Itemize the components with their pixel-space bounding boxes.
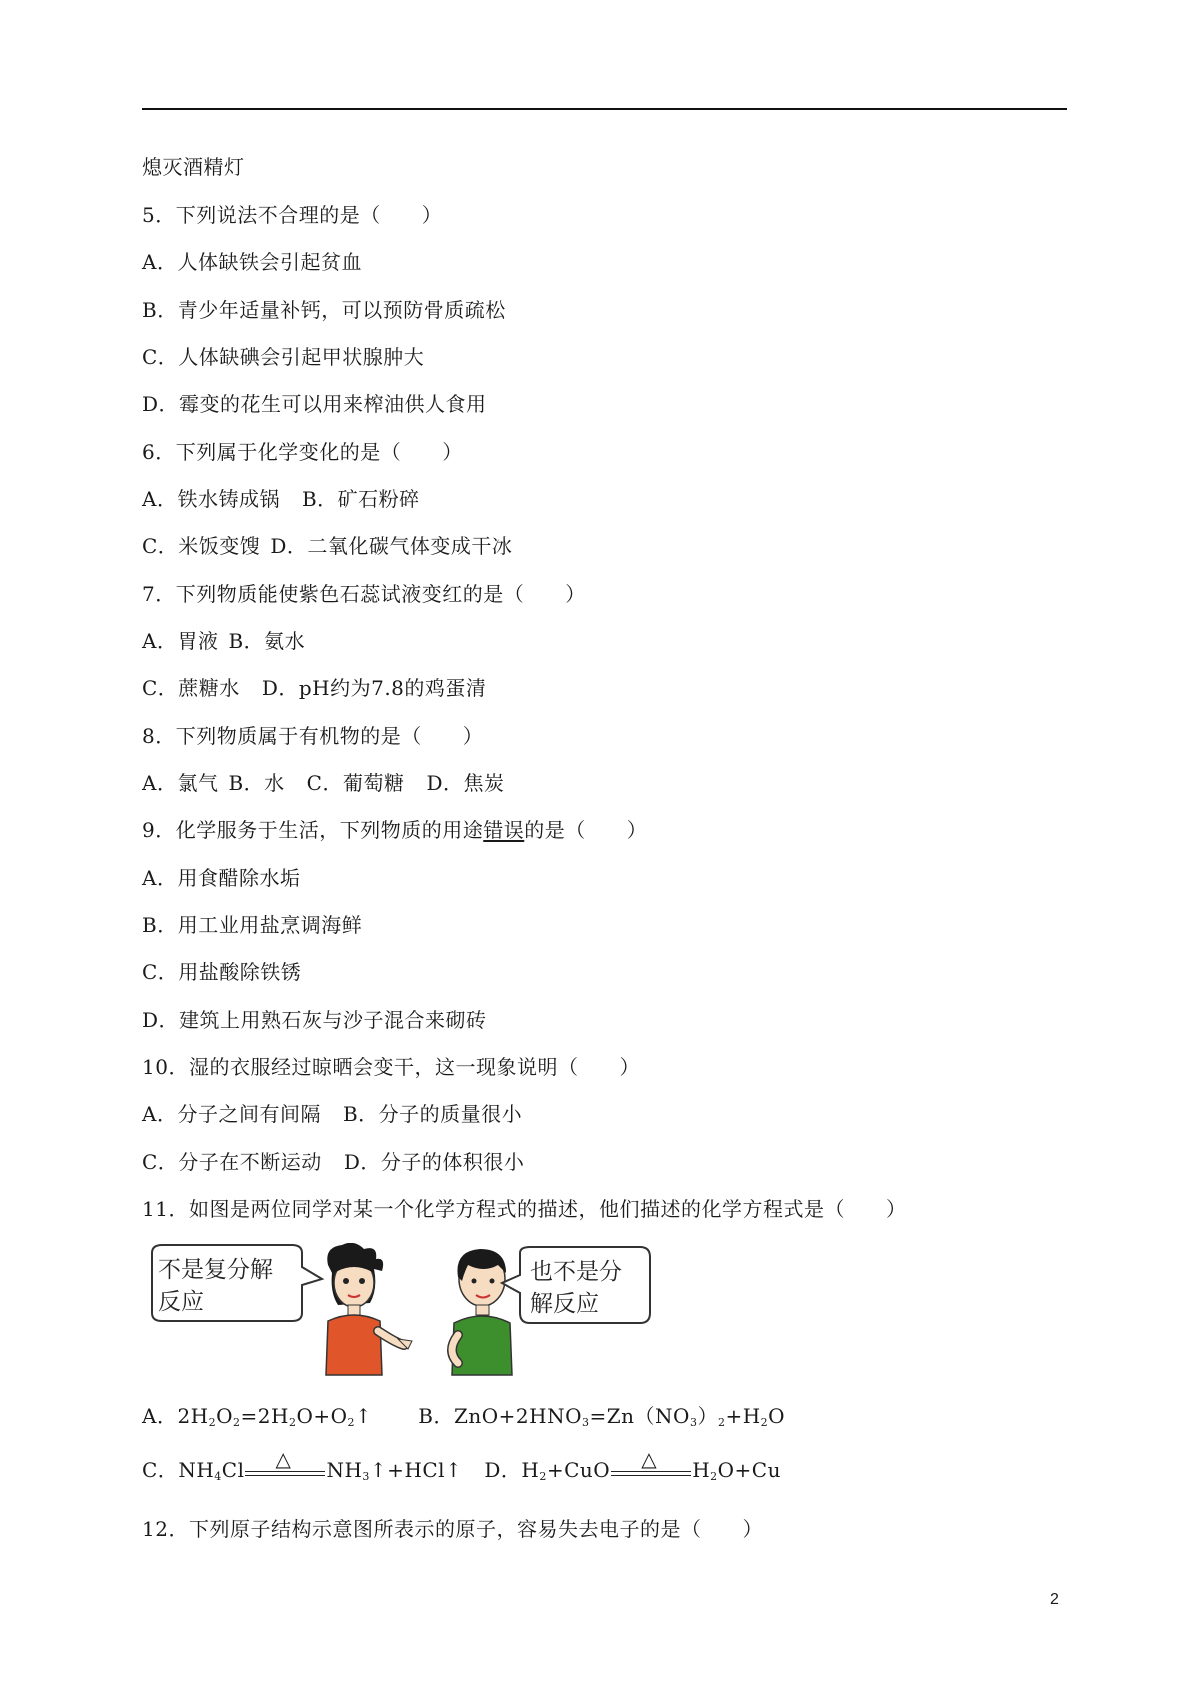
boy-bubble-line-2: 解反应	[530, 1291, 599, 1317]
boy-figure	[452, 1249, 512, 1375]
question-11-options-cd	[142, 1446, 781, 1490]
question-5-option-b: B．青少年适量补钙，可以预防骨质疏松	[142, 298, 506, 322]
heat-condition-symbol	[245, 1446, 325, 1482]
option-b-label: B．	[418, 1404, 454, 1428]
header-rule	[142, 108, 1067, 110]
question-10-option-c: C．分子在不断运动	[142, 1150, 322, 1174]
question-5-stem: 5．下列说法不合理的是（ ）	[142, 203, 443, 227]
girl-bubble-line-2: 反应	[158, 1289, 204, 1315]
heat-condition-symbol	[611, 1446, 691, 1482]
boy-bubble-line-1: 也不是分	[530, 1259, 622, 1285]
question-5-option-a: A．人体缺铁会引起贫血	[142, 250, 362, 274]
question-7-option-b: B．氨水	[228, 629, 306, 653]
question-5-option-d: D．霉变的花生可以用来榨油供人食用	[142, 392, 487, 416]
question-7-options-cd	[142, 675, 486, 701]
question-6-option-a: A．铁水铸成锅	[142, 487, 280, 511]
heat-triangle-d: △	[641, 1446, 658, 1471]
page-number: 2	[1050, 1591, 1059, 1608]
question-10-options-ab	[142, 1101, 522, 1127]
question-10-option-a: A．分子之间有间隔	[142, 1102, 321, 1126]
question-8-option-b: B．水	[228, 771, 285, 795]
question-7-option-d: D．pH约为7.8的鸡蛋清	[261, 676, 487, 700]
girl-figure	[326, 1243, 412, 1375]
question-7-option-a: A．胃液	[142, 629, 219, 653]
girl-bubble-line-1: 不是复分解	[158, 1257, 273, 1283]
question-7-options-ab	[142, 628, 305, 654]
question-6-option-d: D．二氧化碳气体变成干冰	[270, 534, 513, 558]
question-11-option-d: D．$H_2+CuO$ △ $H_2O+Cu$	[484, 1446, 781, 1483]
question-12-stem: 12．下列原子结构示意图所表示的原子，容易失去电子的是（ ）	[142, 1517, 763, 1541]
question-9-option-b: B．用工业用盐烹调海鲜	[142, 913, 363, 937]
two-students-illustration	[142, 1243, 682, 1391]
question-9-stem-before: 9．化学服务于生活，下列物质的用途	[142, 818, 484, 842]
question-9-option-d: D．建筑上用熟石灰与沙子混合来砌砖	[142, 1008, 487, 1032]
question-6-option-c: C．米饭变馊	[142, 534, 261, 558]
option-c-label: C．	[142, 1458, 179, 1482]
question-6-options-cd	[142, 533, 512, 559]
question-10-option-b: B．分子的质量很小	[342, 1102, 523, 1126]
option-a-label: A．	[142, 1404, 178, 1428]
question-6-option-b: B．矿石粉碎	[301, 487, 420, 511]
question-10-option-d: D．分子的体积很小	[343, 1150, 525, 1174]
question-7-option-c: C．蔗糖水	[142, 676, 240, 700]
question-8-options	[142, 770, 505, 796]
question-10-stem: 10．湿的衣服经过晾晒会变干，这一现象说明（ ）	[142, 1055, 640, 1079]
question-9-stem-after: 的是（ ）	[524, 818, 648, 842]
question-9-stem	[142, 817, 647, 843]
option-d-label: D．	[484, 1458, 522, 1482]
question-11-option-c: C．$NH_4Cl$ △ $NH_3↑+HCl↑$	[142, 1446, 463, 1483]
heat-triangle-c: △	[275, 1446, 292, 1471]
question-8-option-c: C．葡萄糖	[306, 771, 405, 795]
question-8-option-d: D．焦炭	[426, 771, 505, 795]
question-8-stem: 8．下列物质属于有机物的是（ ）	[142, 724, 484, 748]
question-5-option-c: C．人体缺碘会引起甲状腺肿大	[142, 345, 425, 369]
question-9-option-a: A．用食醋除水垢	[142, 866, 301, 890]
question-6-stem: 6．下列属于化学变化的是（ ）	[142, 440, 463, 464]
question-8-option-a: A．氯气	[142, 771, 219, 795]
question-9-stem-underlined: 错误	[483, 818, 525, 842]
question-11-option-a: A．$2H_2O_2=2H_2O+O_2↑$	[142, 1404, 373, 1429]
question-10-options-cd	[142, 1149, 524, 1175]
cartoon-svg	[142, 1243, 682, 1391]
question-7-stem: 7．下列物质能使紫色石蕊试液变红的是（ ）	[142, 582, 586, 606]
top-fragment: 熄灭酒精灯	[142, 155, 245, 179]
question-11-options-ab	[142, 1403, 785, 1436]
question-9-option-c: C．用盐酸除铁锈	[142, 960, 302, 984]
question-11-stem: 11．如图是两位同学对某一个化学方程式的描述，他们描述的化学方程式是（ ）	[142, 1197, 907, 1221]
question-11-option-b: B．$ZnO+2HNO_3=Zn(NO_3)_2+H_2O$	[418, 1404, 786, 1429]
question-6-options-ab	[142, 486, 420, 512]
